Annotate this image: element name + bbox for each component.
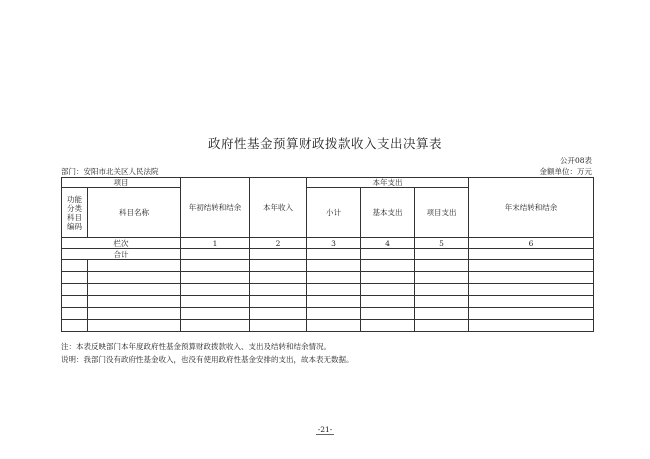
table-cell [415, 320, 469, 332]
total-row [62, 249, 594, 260]
column-number-6: 6 [469, 238, 594, 249]
table-cell [307, 296, 361, 308]
table-cell [88, 320, 181, 332]
table-cell [62, 260, 88, 272]
table-cell [88, 296, 181, 308]
table-cell [88, 272, 181, 284]
table-cell [88, 284, 181, 296]
table-cell [469, 320, 594, 332]
table-cell [307, 308, 361, 320]
page-number-text: -21- [317, 425, 333, 434]
table-cell [469, 296, 594, 308]
column-number-5: 5 [415, 238, 469, 249]
document-title: 政府性基金预算财政拨款收入支出决算表 [207, 136, 442, 151]
unit-label: 金额单位：万元 [539, 167, 592, 176]
table-cell [469, 272, 594, 284]
department-label: 部门：安阳市北关区人民法院 [61, 167, 159, 176]
table-row [62, 296, 594, 308]
column-number-label: 栏次 [62, 238, 181, 249]
table-cell [181, 320, 250, 332]
table-row [62, 272, 594, 284]
table-cell [181, 284, 250, 296]
func-code-line: 分类 [67, 203, 82, 213]
table-cell [469, 249, 594, 260]
table-cell [181, 249, 250, 260]
table-cell [62, 284, 88, 296]
table-cell [250, 260, 307, 272]
header-begin-balance: 年初结转和结余 [181, 178, 250, 238]
table-cell [415, 272, 469, 284]
table-row [62, 284, 594, 296]
fund-budget-table [61, 177, 594, 332]
func-code-text [62, 195, 87, 231]
column-number-2: 2 [250, 238, 307, 249]
func-code-line: 功能 [67, 194, 82, 204]
column-number-4: 4 [361, 238, 415, 249]
table-cell [62, 272, 88, 284]
table-row [62, 260, 594, 272]
table-cell [181, 296, 250, 308]
header-current-income: 本年收入 [250, 178, 307, 238]
table-cell [307, 284, 361, 296]
table-cell [250, 296, 307, 308]
table-cell [361, 320, 415, 332]
header-row-1 [62, 178, 594, 188]
total-label: 合计 [62, 249, 181, 260]
table-cell [415, 284, 469, 296]
table-cell [361, 284, 415, 296]
table-cell [250, 284, 307, 296]
column-number-row [62, 238, 594, 249]
table-cell [250, 308, 307, 320]
table-cell [415, 296, 469, 308]
table-cell [361, 249, 415, 260]
table-cell [250, 320, 307, 332]
table-cell [62, 296, 88, 308]
func-code-line: 科目 [67, 212, 82, 222]
table-cell [62, 308, 88, 320]
header-subject-name: 科目名称 [88, 188, 181, 238]
table-cell [469, 260, 594, 272]
table-explanation: 说明：我部门没有政府性基金收入，也没有使用政府性基金安排的支出，故本表无数据。 [61, 355, 354, 364]
column-number-3: 3 [307, 238, 361, 249]
table-cell [361, 296, 415, 308]
table-cell [307, 320, 361, 332]
page-number [0, 425, 650, 434]
table-cell [415, 249, 469, 260]
table-cell [250, 249, 307, 260]
table-cell [361, 272, 415, 284]
table-row [62, 320, 594, 332]
table-cell [62, 320, 88, 332]
table-cell [415, 308, 469, 320]
table-note: 注：本表反映部门本年度政府性基金预算财政拨款收入、支出及结转和结余情况。 [61, 342, 331, 351]
table-cell [361, 308, 415, 320]
header-subtotal: 小计 [307, 188, 361, 238]
table-cell [469, 308, 594, 320]
table-cell [181, 272, 250, 284]
header-project: 项目 [62, 178, 181, 188]
table-row [62, 308, 594, 320]
table-cell [307, 272, 361, 284]
header-current-expense: 本年支出 [307, 178, 469, 188]
table-cell [88, 260, 181, 272]
table-cell [307, 249, 361, 260]
table-cell [361, 260, 415, 272]
notes-block [61, 340, 354, 366]
header-end-balance: 年末结转和结余 [469, 178, 594, 238]
table-cell [88, 308, 181, 320]
table-cell [250, 272, 307, 284]
header-project-expense: 项目支出 [415, 188, 469, 238]
form-number: 公开08表 [559, 156, 592, 165]
header-func-code [62, 188, 88, 238]
table-cell [181, 308, 250, 320]
column-number-1: 1 [181, 238, 250, 249]
header-basic-expense: 基本支出 [361, 188, 415, 238]
func-code-line: 编码 [67, 221, 82, 231]
table-cell [307, 260, 361, 272]
table-cell [181, 260, 250, 272]
table-cell [415, 260, 469, 272]
table-cell [469, 284, 594, 296]
